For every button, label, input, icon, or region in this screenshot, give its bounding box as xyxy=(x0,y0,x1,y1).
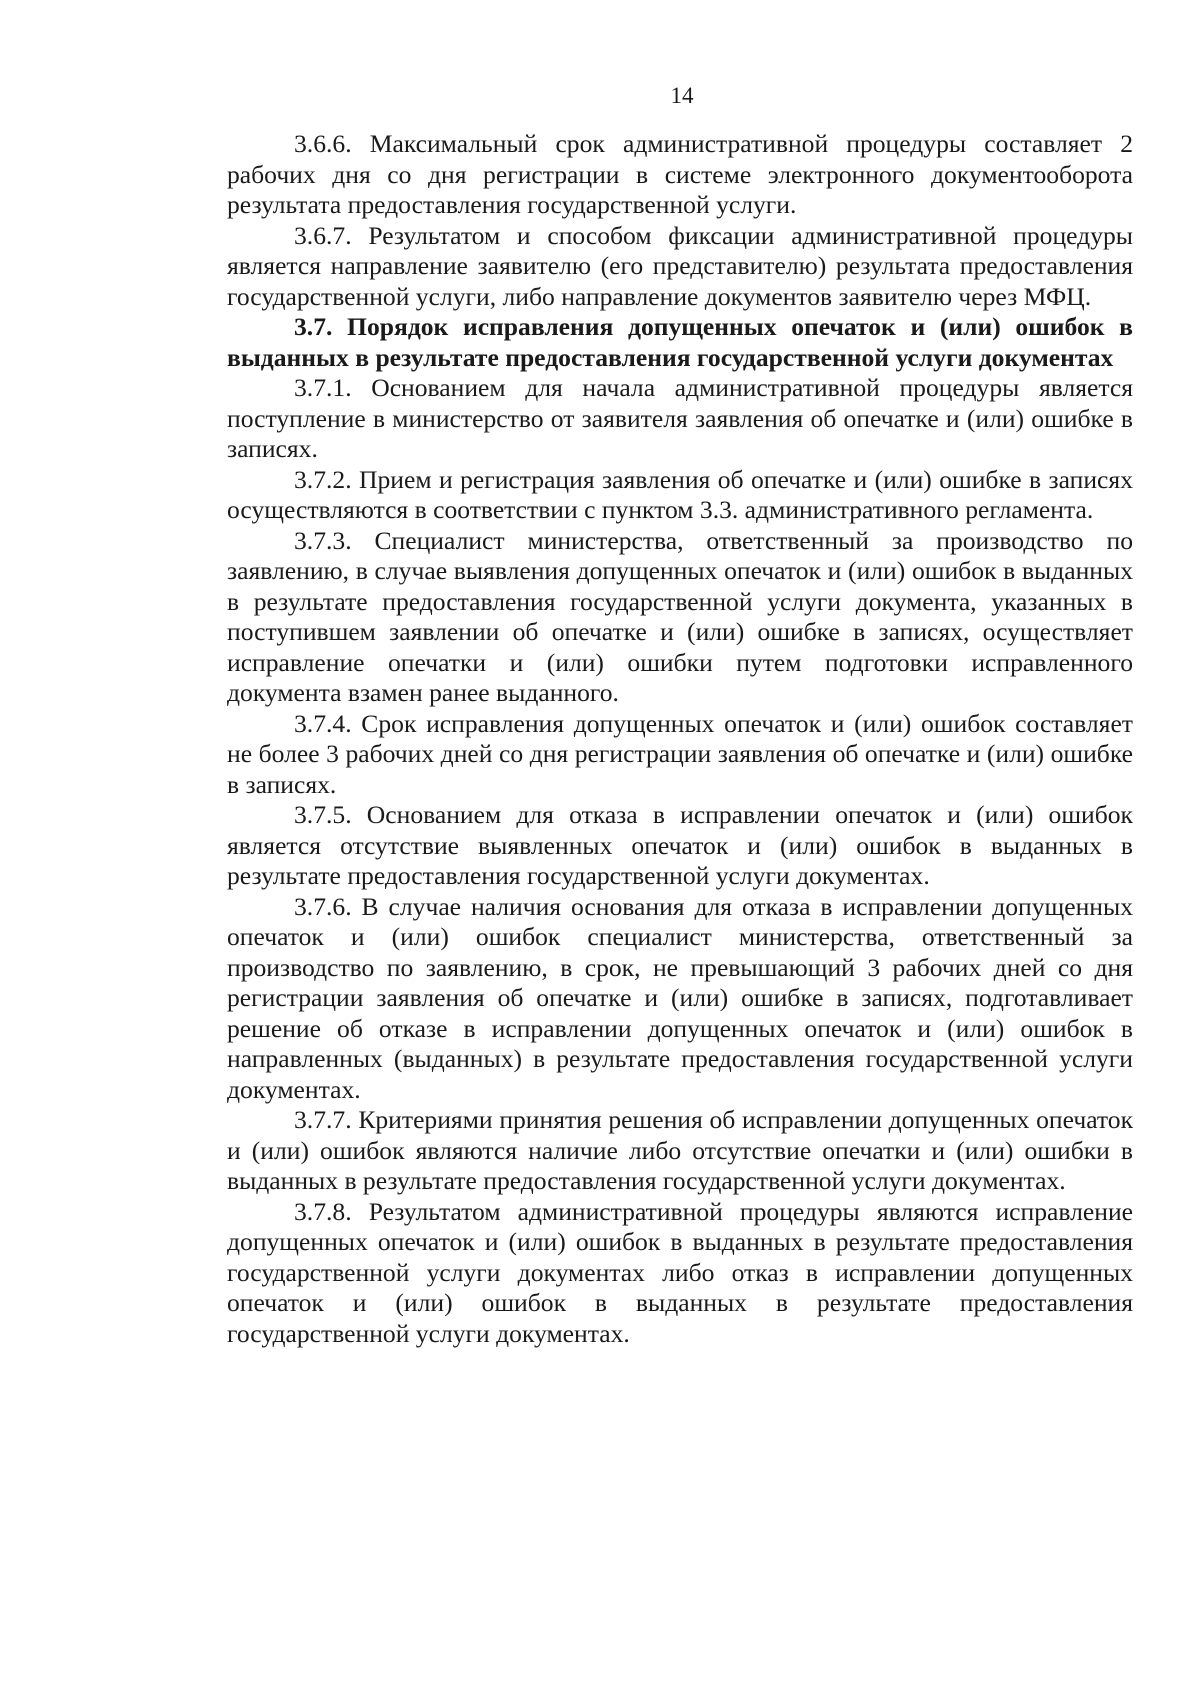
paragraph-3-7-3: 3.7.3. Специалист министерства, ответственный за производство по заявлению, в случае выявления допущенных опечаток и (или) ошибок в выданных в результате предоставления государственной услуги документа, указанных в поступившем заявлении об опечатке и (или) ошибке в записях, осуществляет исправление опечатки и (или) ошибки путем подготовки исправленного документа взамен ранее выданного. xyxy=(227,525,1133,707)
paragraph-3-6-7: 3.6.7. Результатом и способом фиксации административной процедуры является направление заявителю (его представителю) результата предоставления государственной услуги, либо направление документов заявителю через МФЦ. xyxy=(227,220,1133,311)
paragraph-3-7-2: 3.7.2. Прием и регистрация заявления об опечатке и (или) ошибке в записях осуществляются в соответствии с пунктом 3.3. административного регламента. xyxy=(227,464,1133,524)
section-heading-3-7: 3.7. Порядок исправления допущенных опечаток и (или) ошибок в выданных в результате предоставления государственной услуги документах xyxy=(227,312,1133,372)
paragraph-3-7-8: 3.7.8. Результатом административной процедуры являются исправление допущенных опечаток и (или) ошибок в выданных в результате предоставления государственной услуги документах либо отказ в исправлении допущенных опечаток и (или) ошибок в выданных в результате предоставления государственной услуги документах. xyxy=(227,1196,1133,1348)
page-number: 14 xyxy=(670,83,694,108)
paragraph-3-7-1: 3.7.1. Основанием для начала административной процедуры является поступление в министерство от заявителя заявления об опечатке и (или) ошибке в записях. xyxy=(227,373,1133,463)
document-body xyxy=(227,129,1133,1349)
paragraph-3-7-6: 3.7.6. В случае наличия основания для отказа в исправлении допущенных опечаток и (или) ошибок специалист министерства, ответственный за производство по заявлению, в срок, не превышающий 3 рабочих дней со дня регистрации заявления об опечатке и (или) ошибке в записях, подготавливает решение об отказе в исправлении допущенных опечаток и (или) ошибок в направленных (выданных) в результате предоставления государственной услуги документах. xyxy=(227,891,1133,1104)
paragraph-3-7-7: 3.7.7. Критериями принятия решения об исправлении допущенных опечаток и (или) ошибок являются наличие либо отсутствие опечатки и (или) ошибки в выданных в результате предоставления государственной услуги документах. xyxy=(227,1105,1133,1195)
paragraph-3-7-5: 3.7.5. Основанием для отказа в исправлении опечаток и (или) ошибок является отсутствие выявленных опечаток и (или) ошибок в выданных в результате предоставления государственной услуги документах. xyxy=(227,800,1133,890)
paragraph-3-6-6: 3.6.6. Максимальный срок административной процедуры составляет 2 рабочих дня со дня регистрации в системе электронного документооборота результата предоставления государственной услуги. xyxy=(227,129,1133,219)
paragraph-3-7-4: 3.7.4. Срок исправления допущенных опечаток и (или) ошибок составляет не более 3 рабочих дней со дня регистрации заявления об опечатке и (или) ошибке в записях. xyxy=(227,708,1133,799)
